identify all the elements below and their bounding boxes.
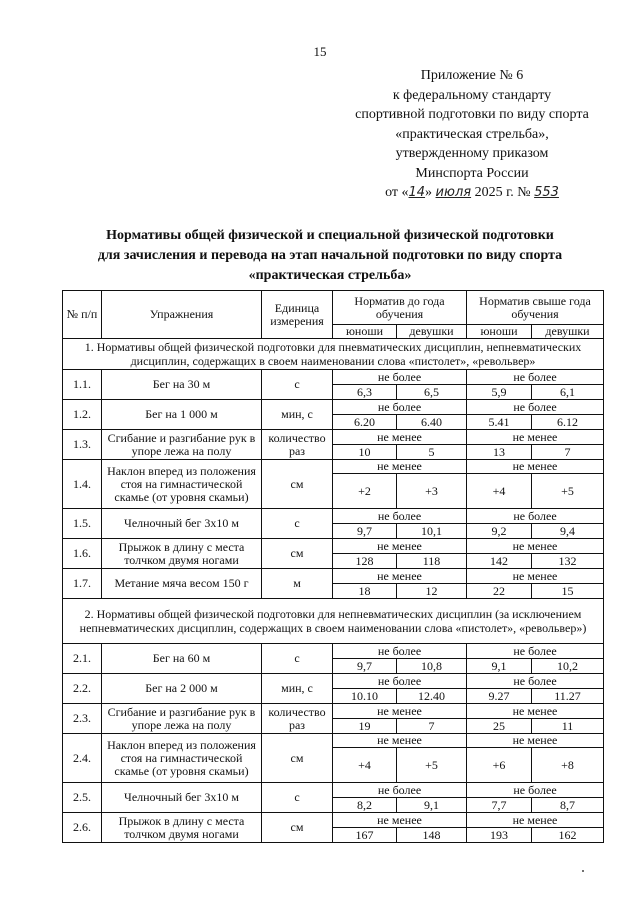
appendix-line: к федеральному стандарту	[392, 87, 552, 103]
row-condition-over: не более	[467, 400, 604, 415]
order-day: 14	[408, 185, 426, 200]
value-over-boys: 9.27	[467, 689, 532, 704]
row-exercise: Прыжок в длину с места толчком двумя ногами	[102, 813, 262, 843]
page-number: 15	[313, 44, 327, 59]
row-condition-upto: не более	[333, 370, 467, 385]
value-upto-girls: 5	[397, 445, 467, 460]
value-over-boys: 9,2	[467, 524, 532, 539]
value-upto-girls: 7	[397, 719, 467, 734]
col-header-upto-year: Норматив до года обучения	[333, 291, 467, 325]
section-title: 1. Нормативы общей физической подготовки для пневматических дисциплин, непневматических дисциплин, содержащих в своем наименовании слова «пистолет», «револьвер»	[63, 339, 604, 370]
row-condition-upto: не менее	[333, 813, 467, 828]
row-num: 1.5.	[63, 509, 102, 539]
row-exercise: Сгибание и разгибание рук в упоре лежа на полу	[102, 430, 262, 460]
title-line: «практическая стрельба»	[248, 268, 412, 283]
table-row	[63, 509, 604, 524]
row-condition-upto: не менее	[333, 569, 467, 584]
value-upto-boys: 10	[333, 445, 397, 460]
row-unit: с	[262, 509, 333, 539]
row-condition-over: не более	[467, 674, 604, 689]
row-condition-upto: не менее	[333, 734, 467, 748]
value-upto-girls: 10,8	[397, 659, 467, 674]
row-condition-over: не менее	[467, 813, 604, 828]
row-condition-upto: не более	[333, 509, 467, 524]
table-row	[63, 400, 604, 415]
table-row	[63, 704, 604, 719]
scan-mark	[582, 870, 584, 872]
row-num: 1.2.	[63, 400, 102, 430]
row-condition-over: не менее	[467, 460, 604, 474]
row-condition-upto: не менее	[333, 460, 467, 474]
value-over-girls: 11.27	[532, 689, 604, 704]
col-header-over-year: Норматив свыше года обучения	[467, 291, 604, 325]
value-over-girls: 132	[532, 554, 604, 569]
order-month: июля	[435, 185, 472, 200]
value-upto-girls: 12.40	[397, 689, 467, 704]
row-condition-upto: не более	[333, 783, 467, 798]
value-upto-boys: 6.20	[333, 415, 397, 430]
value-upto-girls: 10,1	[397, 524, 467, 539]
value-over-girls: +8	[532, 748, 604, 783]
row-condition-over: не менее	[467, 569, 604, 584]
row-condition-over: не менее	[467, 430, 604, 445]
row-unit: с	[262, 644, 333, 674]
value-over-girls: 11	[532, 719, 604, 734]
date-mid: »	[425, 185, 433, 200]
row-unit: м	[262, 569, 333, 599]
row-unit: см	[262, 813, 333, 843]
table-row	[63, 460, 604, 474]
row-exercise: Бег на 1 000 м	[102, 400, 262, 430]
row-exercise: Наклон вперед из положения стоя на гимнастической скамье (от уровня скамьи)	[102, 734, 262, 783]
row-num: 2.3.	[63, 704, 102, 734]
row-exercise: Прыжок в длину с места толчком двумя ногами	[102, 539, 262, 569]
order-date-line	[322, 183, 622, 203]
row-exercise: Наклон вперед из положения стоя на гимнастической скамье (от уровня скамьи)	[102, 460, 262, 509]
value-upto-girls: +5	[397, 748, 467, 783]
value-over-boys: 5.41	[467, 415, 532, 430]
row-num: 2.6.	[63, 813, 102, 843]
value-over-boys: 13	[467, 445, 532, 460]
value-upto-girls: 12	[397, 584, 467, 599]
row-unit: с	[262, 370, 333, 400]
row-condition-over: не более	[467, 783, 604, 798]
value-over-girls: 15	[532, 584, 604, 599]
row-num: 2.5.	[63, 783, 102, 813]
value-over-girls: 8,7	[532, 798, 604, 813]
value-upto-boys: 167	[333, 828, 397, 843]
row-condition-over: не менее	[467, 539, 604, 554]
row-condition-upto: не более	[333, 644, 467, 659]
row-exercise: Бег на 60 м	[102, 644, 262, 674]
value-upto-boys: 10.10	[333, 689, 397, 704]
value-upto-girls: 6.40	[397, 415, 467, 430]
section-row	[63, 339, 604, 370]
row-condition-over: не более	[467, 370, 604, 385]
row-condition-over: не менее	[467, 734, 604, 748]
row-exercise: Метание мяча весом 150 г	[102, 569, 262, 599]
row-condition-over: не менее	[467, 704, 604, 719]
row-condition-over: не более	[467, 509, 604, 524]
date-prefix: от «	[385, 185, 409, 200]
value-over-girls: 10,2	[532, 659, 604, 674]
table-row	[63, 674, 604, 689]
table-body	[63, 339, 604, 843]
row-condition-upto: не менее	[333, 539, 467, 554]
table-row	[63, 783, 604, 798]
value-upto-girls: 9,1	[397, 798, 467, 813]
value-upto-boys: +2	[333, 474, 397, 509]
col-header-girls: девушки	[397, 325, 467, 339]
table-row	[63, 569, 604, 584]
value-upto-boys: 9,7	[333, 659, 397, 674]
row-condition-upto: не более	[333, 400, 467, 415]
row-unit: количество раз	[262, 430, 333, 460]
value-over-boys: 9,1	[467, 659, 532, 674]
row-exercise: Бег на 30 м	[102, 370, 262, 400]
row-unit: мин, с	[262, 400, 333, 430]
row-unit: см	[262, 460, 333, 509]
row-num: 1.1.	[63, 370, 102, 400]
value-over-boys: +4	[467, 474, 532, 509]
value-over-boys: 5,9	[467, 385, 532, 400]
title-line: Нормативы общей физической и специальной физической подготовки	[106, 228, 554, 243]
table-row	[63, 813, 604, 828]
row-condition-upto: не менее	[333, 704, 467, 719]
value-over-girls: 6,1	[532, 385, 604, 400]
value-over-boys: 22	[467, 584, 532, 599]
appendix-line: Минспорта России	[415, 165, 529, 181]
value-upto-girls: 118	[397, 554, 467, 569]
row-condition-upto: не менее	[333, 430, 467, 445]
row-unit: см	[262, 734, 333, 783]
value-over-boys: +6	[467, 748, 532, 783]
appendix-header	[322, 66, 622, 203]
table-row	[63, 370, 604, 385]
table-row	[63, 644, 604, 659]
col-header-num: № п/п	[63, 291, 102, 339]
value-over-boys: 142	[467, 554, 532, 569]
row-unit: см	[262, 539, 333, 569]
document-title	[60, 226, 600, 286]
section-row	[63, 599, 604, 644]
value-upto-boys: 128	[333, 554, 397, 569]
appendix-line: спортивной подготовки по виду спорта	[355, 107, 589, 122]
row-num: 1.3.	[63, 430, 102, 460]
order-year: 2025 г. №	[474, 185, 531, 200]
value-upto-boys: 8,2	[333, 798, 397, 813]
table-row	[63, 539, 604, 554]
row-num: 1.4.	[63, 460, 102, 509]
value-over-boys: 7,7	[467, 798, 532, 813]
value-upto-boys: +4	[333, 748, 397, 783]
value-over-girls: 6.12	[532, 415, 604, 430]
row-exercise: Бег на 2 000 м	[102, 674, 262, 704]
value-over-boys: 25	[467, 719, 532, 734]
appendix-line: Приложение № 6	[420, 68, 524, 83]
value-upto-girls: +3	[397, 474, 467, 509]
table-header-row	[63, 291, 604, 325]
value-upto-boys: 9,7	[333, 524, 397, 539]
value-over-boys: 193	[467, 828, 532, 843]
value-upto-boys: 18	[333, 584, 397, 599]
value-over-girls: 162	[532, 828, 604, 843]
row-unit: с	[262, 783, 333, 813]
col-header-boys: юноши	[333, 325, 397, 339]
row-exercise: Сгибание и разгибание рук в упоре лежа на полу	[102, 704, 262, 734]
row-unit: мин, с	[262, 674, 333, 704]
col-header-boys: юноши	[467, 325, 532, 339]
row-num: 2.1.	[63, 644, 102, 674]
value-upto-girls: 6,5	[397, 385, 467, 400]
table-row	[63, 734, 604, 748]
order-number: 553	[534, 185, 559, 200]
row-exercise: Челночный бег 3х10 м	[102, 783, 262, 813]
row-condition-over: не более	[467, 644, 604, 659]
section-title: 2. Нормативы общей физической подготовки для непневматических дисциплин (за исключением непневматических дисциплин, содержащих в своем наименовании слова «пистолет», «револьвер»)	[63, 599, 604, 644]
col-header-unit: Единица измерения	[262, 291, 333, 339]
value-over-girls: 9,4	[532, 524, 604, 539]
col-header-exercise: Упражнения	[102, 291, 262, 339]
row-unit: количество раз	[262, 704, 333, 734]
row-num: 2.2.	[63, 674, 102, 704]
row-exercise: Челночный бег 3х10 м	[102, 509, 262, 539]
col-header-girls: девушки	[532, 325, 604, 339]
norms-table	[62, 290, 604, 843]
value-upto-boys: 6,3	[333, 385, 397, 400]
row-condition-upto: не более	[333, 674, 467, 689]
appendix-line: утвержденному приказом	[395, 146, 549, 161]
table-row	[63, 430, 604, 445]
title-line: для зачисления и перевода на этап начальной подготовки по виду спорта	[97, 248, 563, 263]
value-over-girls: 7	[532, 445, 604, 460]
row-num: 2.4.	[63, 734, 102, 783]
row-num: 1.7.	[63, 569, 102, 599]
value-upto-boys: 19	[333, 719, 397, 734]
row-num: 1.6.	[63, 539, 102, 569]
appendix-line: «практическая стрельба»,	[395, 126, 549, 142]
value-over-girls: +5	[532, 474, 604, 509]
value-upto-girls: 148	[397, 828, 467, 843]
